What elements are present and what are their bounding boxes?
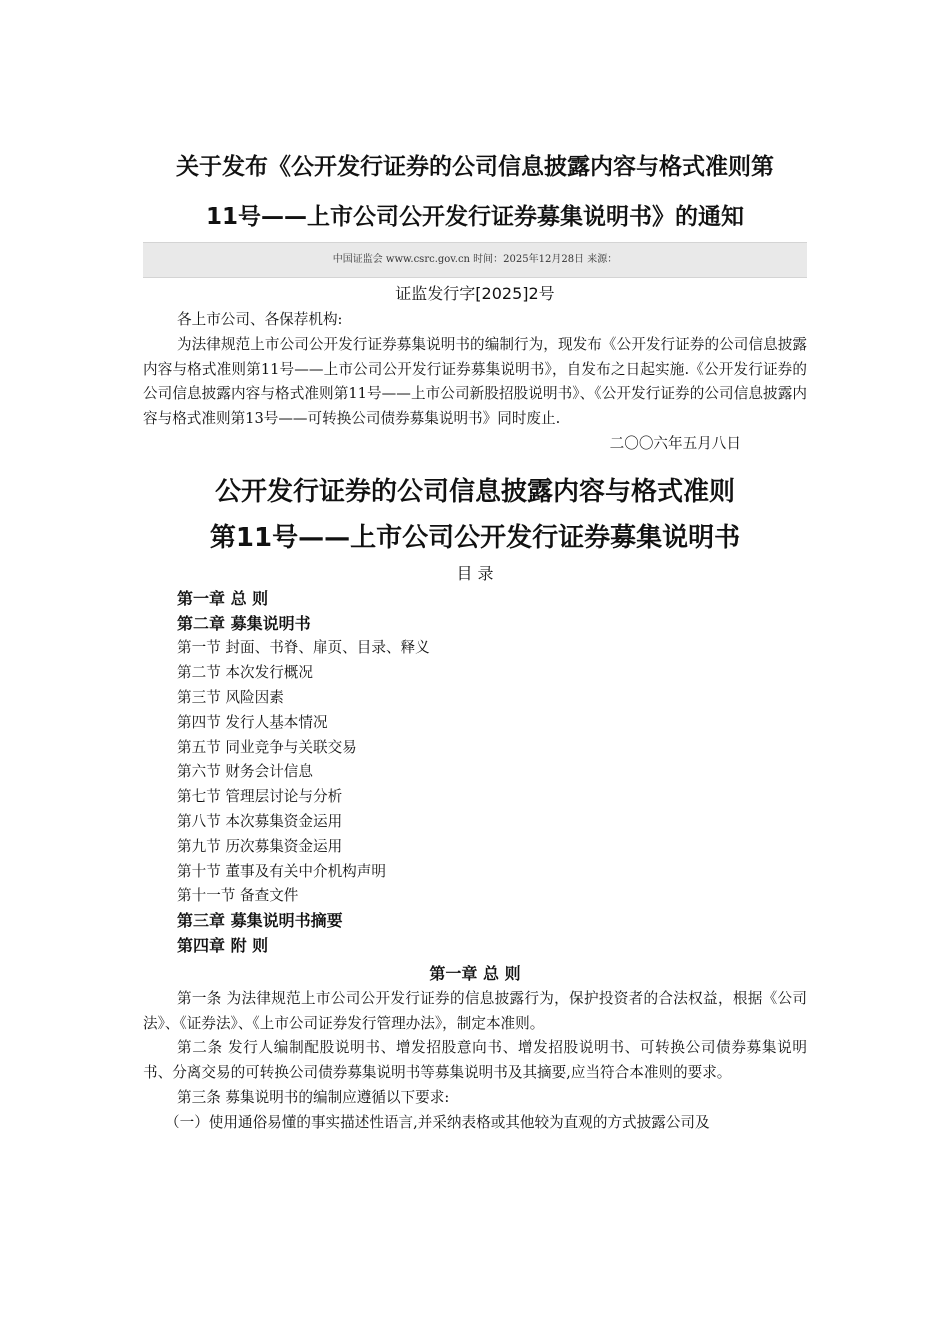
toc-item: 第八节 本次募集资金运用 — [177, 812, 343, 830]
standard-title-line2: 第11号——上市公司公开发行证券募集说明书 — [209, 522, 741, 553]
toc-item: 第四节 发行人基本情况 — [177, 713, 328, 731]
toc-item: 第五节 同业竞争与关联交易 — [177, 738, 357, 756]
notice-title-line2: 11号——上市公司公开发行证券募集说明书》的通知 — [205, 204, 744, 230]
notice-paragraph: 为法律规范上市公司公开发行证券募集说明书的编制行为，现发布《公开发行证券的公司信息披露内容与格式准则第11号——上市公司公开发行证券募集说明书》，自发布之日起实施.《公开发行证券的公司信息披露内容与格式准则第11号——上市公司新股招股说明书》、《公开发行证券的公司信息披露内容与格式准则第13号——可转换公司债券募集说明书》同时废止. — [143, 335, 807, 428]
toc-item: 第三节 风险因素 — [177, 688, 284, 706]
table-of-contents — [143, 587, 807, 959]
article-3: 第三条 募集说明书的编制应遵循以下要求: — [177, 1088, 450, 1106]
document-page — [143, 0, 807, 1136]
salutation: 各上市公司、各保荐机构: — [177, 311, 343, 328]
notice-date: 二〇〇六年五月八日 — [609, 434, 741, 452]
toc-item: 第二节 本次发行概况 — [177, 664, 313, 682]
article-1: 第一条 为法律规范上市公司公开发行证券的信息披露行为，保护投资者的合法权益，根据《公司法》、《证券法》、《上市公司证券发行管理办法》，制定本准则。 — [143, 989, 807, 1032]
standard-title-line1: 公开发行证券的公司信息披露内容与格式准则 — [214, 476, 735, 507]
toc-item: 第三章 募集说明书摘要 — [177, 911, 343, 931]
chapter-heading: 第一章 总 则 — [429, 963, 521, 983]
toc-item: 第九节 历次募集资金运用 — [177, 837, 343, 855]
toc-item: 第六节 财务会计信息 — [177, 763, 313, 781]
toc-item: 第十节 董事及有关中介机构声明 — [177, 862, 386, 880]
article-3-item-1: （一）使用通俗易懂的事实描述性语言,并采纳表格或其他较为直观的方式披露公司及 — [165, 1113, 710, 1131]
source-meta-bar: 中国证监会 www.csrc.gov.cn 时间：2025年12月28日 来源： — [143, 242, 807, 278]
toc-heading: 目 录 — [456, 563, 494, 583]
toc-item: 第七节 管理层讨论与分析 — [177, 788, 343, 806]
toc-item: 第十一节 备查文件 — [177, 887, 299, 905]
document-number: 证监发行字[2025]2号 — [395, 284, 555, 303]
toc-item: 第一章 总 则 — [177, 588, 269, 608]
notice-title-line1: 关于发布《公开发行证券的公司信息披露内容与格式准则第 — [176, 154, 774, 180]
toc-item: 第四章 附 则 — [177, 935, 269, 955]
article-2: 第二条 发行人编制配股说明书、增发招股意向书、增发招股说明书、可转换公司债券募集说明书、分离交易的可转换公司债券募集说明书等募集说明书及其摘要,应当符合本准则的要求。 — [143, 1039, 807, 1082]
toc-item: 第一节 封面、书脊、扉页、目录、释义 — [177, 639, 430, 657]
toc-item: 第二章 募集说明书 — [177, 613, 311, 633]
